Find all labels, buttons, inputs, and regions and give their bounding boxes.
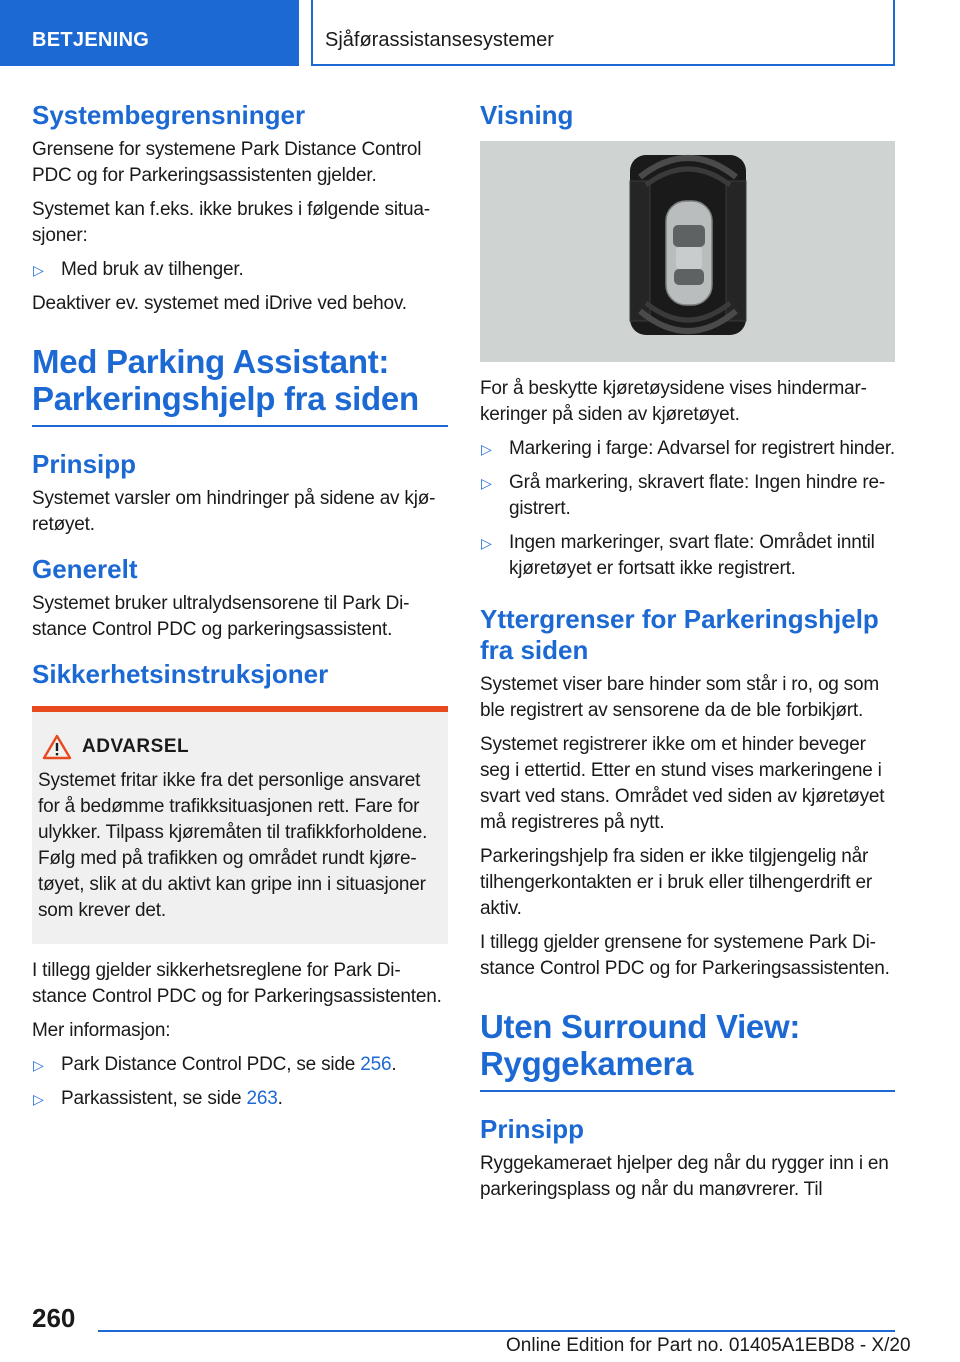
general-paragraph: Systemet bruker ultralydsensorene til Park Distance Control PDC og parkeringsassistent.: [32, 593, 410, 640]
header-section-label: BETJENING: [32, 29, 150, 51]
left-column: [32, 100, 448, 1120]
warning-header: [38, 734, 442, 760]
bullet-triangle-icon: ▷: [481, 441, 492, 457]
main-heading-line-1: Med Parking Assistant:: [32, 343, 390, 380]
page-link-263[interactable]: 263: [246, 1088, 278, 1109]
header-section-tab: [0, 0, 299, 66]
camera-heading: [480, 1008, 895, 1092]
camera-principle-paragraph: Ryggekameraet hjelper deg når du rygger inn i en parkeringsplass og når du manøvrerer. Til: [480, 1153, 889, 1200]
list-item: [32, 1052, 448, 1078]
limits-paragraph-1: Grensene for systemene Park Distance Control PDC og for Parkeringsassistenten gjelder.: [32, 139, 422, 186]
header-chapter-tab: [311, 0, 895, 66]
list-item-text: Med bruk av tilhenger.: [61, 259, 244, 280]
car-top-view-icon: [480, 141, 895, 362]
list-item-text: Markering i farge: Advarsel for registrert hinder.: [509, 438, 896, 459]
bullet-triangle-icon: ▷: [33, 1057, 44, 1073]
bullet-triangle-icon: ▷: [481, 535, 492, 551]
camera-heading-line-1: Uten Surround View:: [480, 1008, 801, 1045]
camera-heading-line-2: Ryggekamera: [480, 1045, 694, 1082]
general-heading: Generelt: [32, 554, 138, 584]
display-paragraph: For å beskytte kjøretøysidene vises hindermarkeringer på siden av kjøretøyet.: [480, 378, 867, 425]
list-item: [480, 436, 895, 462]
list-item-punct: .: [277, 1088, 283, 1109]
warning-triangle-icon: [42, 734, 72, 760]
header-chapter-label: Sjåførassistansesystemer: [325, 29, 554, 51]
camera-principle-heading: Prinsipp: [480, 1114, 585, 1144]
parking-display-illustration: [480, 141, 895, 362]
outer-limits-heading: Yttergrenser for Parkeringshjelp fra siden: [480, 604, 879, 665]
limits-paragraph-2: Systemet kan f.eks. ikke brukes i følgende situasjoner:: [32, 199, 431, 246]
outer-limits-paragraph-3: Parkeringshjelp fra siden er ikke tilgjengelig når tilhengerkontakten er i bruk eller tilhengerdrift er aktiv.: [480, 846, 872, 919]
list-item: [480, 470, 895, 522]
main-heading-line-2: Parkeringshjelp fra siden: [32, 380, 419, 417]
warning-text: Systemet fritar ikke fra det personlige ansvaret for å bedømme trafikksituasjonen rett. Fare for ulykker. Tilpass kjøremåten til trafikkforholdene. Følg med på trafikken og området rundt kjøretøyet, slik at du aktivt kan gripe inn i situasjoner som krever det.: [38, 770, 428, 921]
list-item: [480, 530, 895, 582]
footer-divider: [98, 1330, 895, 1332]
list-item-text: Park Distance Control PDC, se side: [61, 1054, 361, 1075]
list-item-text: Parkassistent, se side: [61, 1088, 247, 1109]
bullet-triangle-icon: ▷: [33, 1091, 44, 1107]
footer-edition: Online Edition for Part no. 01405A1EBD8 - X/20: [506, 1335, 911, 1356]
page-link-256[interactable]: 256: [360, 1054, 392, 1075]
after-warning-paragraph: I tillegg gjelder sikkerhetsreglene for Park Distance Control PDC og for Parkeringsassistenten.: [32, 960, 442, 1007]
outer-limits-paragraph-2: Systemet registrerer ikke om et hinder beveger seg i ettertid. Etter en stund vises markeringene i svart ved stans. Området ved siden av kjøretøyet må registreres på nytt.: [480, 734, 885, 833]
principle-paragraph: Systemet varsler om hindringer på sidene av kjøretøyet.: [32, 488, 436, 535]
list-item: [32, 1086, 448, 1112]
page-number: 260: [32, 1303, 76, 1333]
limits-paragraph-3: Deaktiver ev. systemet med iDrive ved behov.: [32, 293, 407, 314]
list-item: [32, 257, 448, 283]
more-info-label: Mer informasjon:: [32, 1020, 171, 1041]
bullet-triangle-icon: ▷: [481, 475, 492, 491]
outer-limits-paragraph-4: I tillegg gjelder grensene for systemene Park Distance Control PDC og for Parkeringsassistenten.: [480, 932, 890, 979]
list-item-text: Ingen markeringer, svart flate: Området inntil kjøretøyet er fortsatt ikke registrert.: [509, 532, 875, 579]
outer-limits-paragraph-1: Systemet viser bare hinder som står i ro, og som ble registrert av sensorene da de ble forbikjørt.: [480, 674, 880, 721]
principle-heading: Prinsipp: [32, 449, 137, 479]
safety-heading: Sikkerhetsinstruksjoner: [32, 659, 329, 689]
warning-box: [32, 706, 448, 944]
bullet-triangle-icon: ▷: [33, 262, 44, 278]
main-heading: [32, 343, 448, 427]
warning-title: ADVARSEL: [82, 736, 190, 757]
list-item-punct: .: [391, 1054, 397, 1075]
limits-heading: Systembegrensninger: [32, 100, 306, 130]
right-column: [480, 100, 895, 1211]
display-heading: Visning: [480, 100, 574, 130]
list-item-text: Grå markering, skravert flate: Ingen hindre registrert.: [509, 472, 886, 519]
